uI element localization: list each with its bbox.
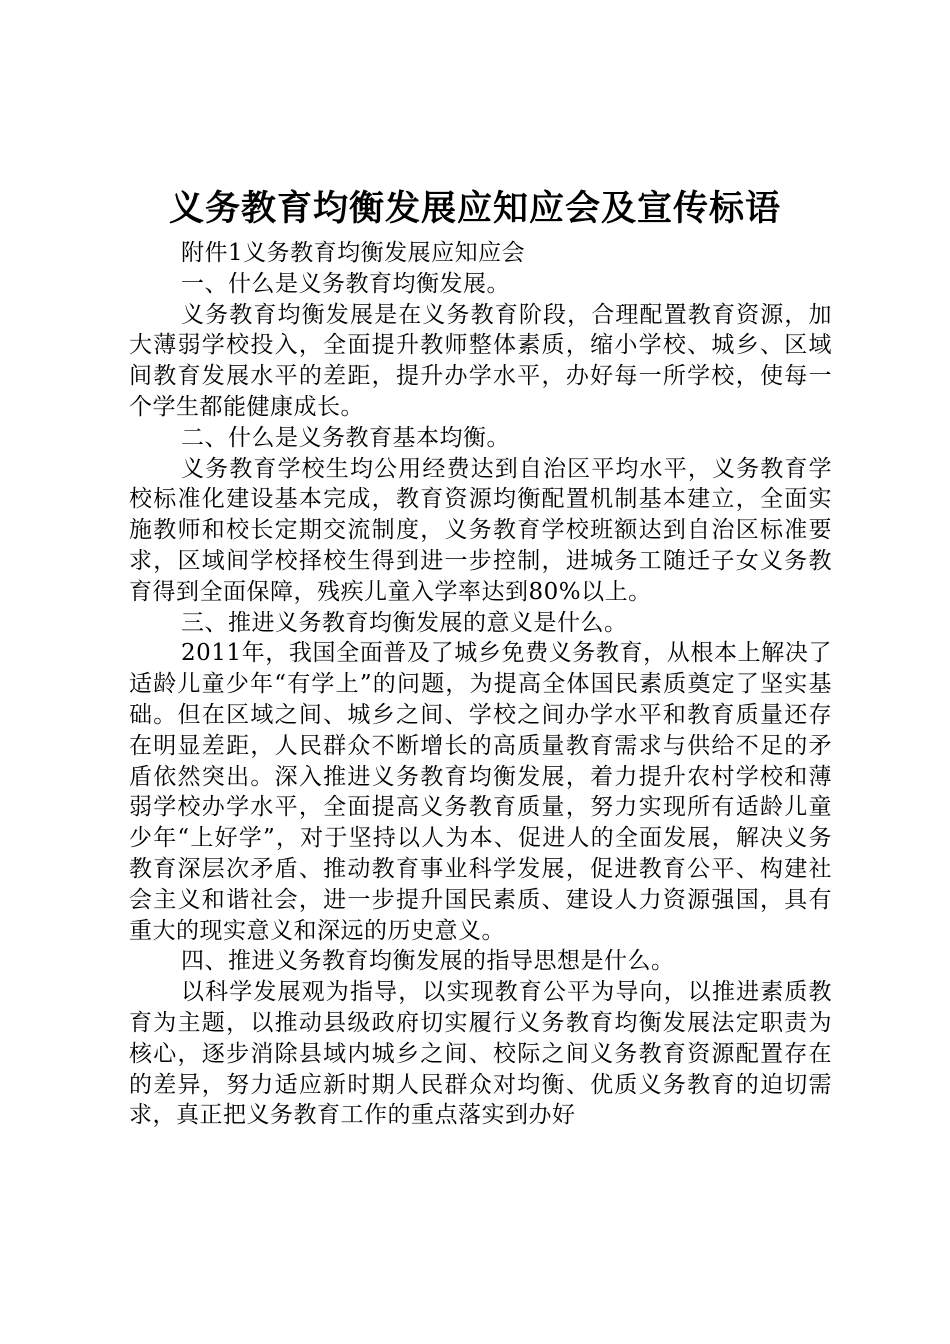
section-body-3: 2011年，我国全面普及了城乡免费义务教育，从根本上解决了适龄儿童少年“有学上”的问题，为提高全体国民素质奠定了坚实基础。但在区域之间、城乡之间、学校之间办学水平和教育质量还存在明显差距，人民群众不断增长的高质量教育需求与供给不足的矛盾依然突出。深入推进义务教育均衡发展，着力提升农村学校和薄弱学校办学水平，全面提高义务教育质量，努力实现所有适龄儿童少年“上好学”，对于坚持以人为本、促进人的全面发展，解决义务教育深层次矛盾、推动教育事业科学发展，促进教育公平、构建社会主义和谐社会，进一步提升国民素质、建设人力资源强国，具有重大的现实意义和深远的历史意义。 (129, 640, 832, 944)
document-body (129, 238, 832, 1131)
section-heading-1: 一、什么是义务教育均衡发展。 (181, 270, 510, 297)
section-body-2: 义务教育学校生均公用经费达到自治区平均水平，义务教育学校标准化建设基本完成，教育资源均衡配置机制基本建立，全面实施教师和校长定期交流制度，义务教育学校班额达到自治区标准要求，区域间学校择校生得到进一步控制，进城务工随迁子女义务教育得到全面保障，残疾儿童入学率达到80%以上。 (129, 455, 832, 605)
document-title: 义务教育均衡发展应知应会及宣传标语 (168, 188, 781, 229)
section-body-4: 以科学发展观为指导，以实现教育公平为导向，以推进素质教育为主题，以推动县级政府切实履行义务教育均衡发展法定职责为核心，逐步消除县域内城乡之间、校际之间义务教育资源配置存在的差异，努力适应新时期人民群众对均衡、优质义务教育的迫切需求，真正把义务教育工作的重点落实到办好 (129, 979, 832, 1129)
section-heading-4: 四、推进义务教育均衡发展的指导思想是什么。 (181, 948, 675, 975)
section-heading-3: 三、推进义务教育均衡发展的意义是什么。 (181, 609, 628, 636)
section-heading-2: 二、什么是义务教育基本均衡。 (181, 424, 510, 451)
attachment-heading: 附件1义务教育均衡发展应知应会 (181, 240, 526, 266)
section-body-1: 义务教育均衡发展是在义务教育阶段，合理配置教育资源，加大薄弱学校投入，全面提升教师整体素质，缩小学校、城乡、区域间教育发展水平的差距，提升办学水平，办好每一所学校，使每一个学生都能健康成长。 (129, 301, 832, 420)
